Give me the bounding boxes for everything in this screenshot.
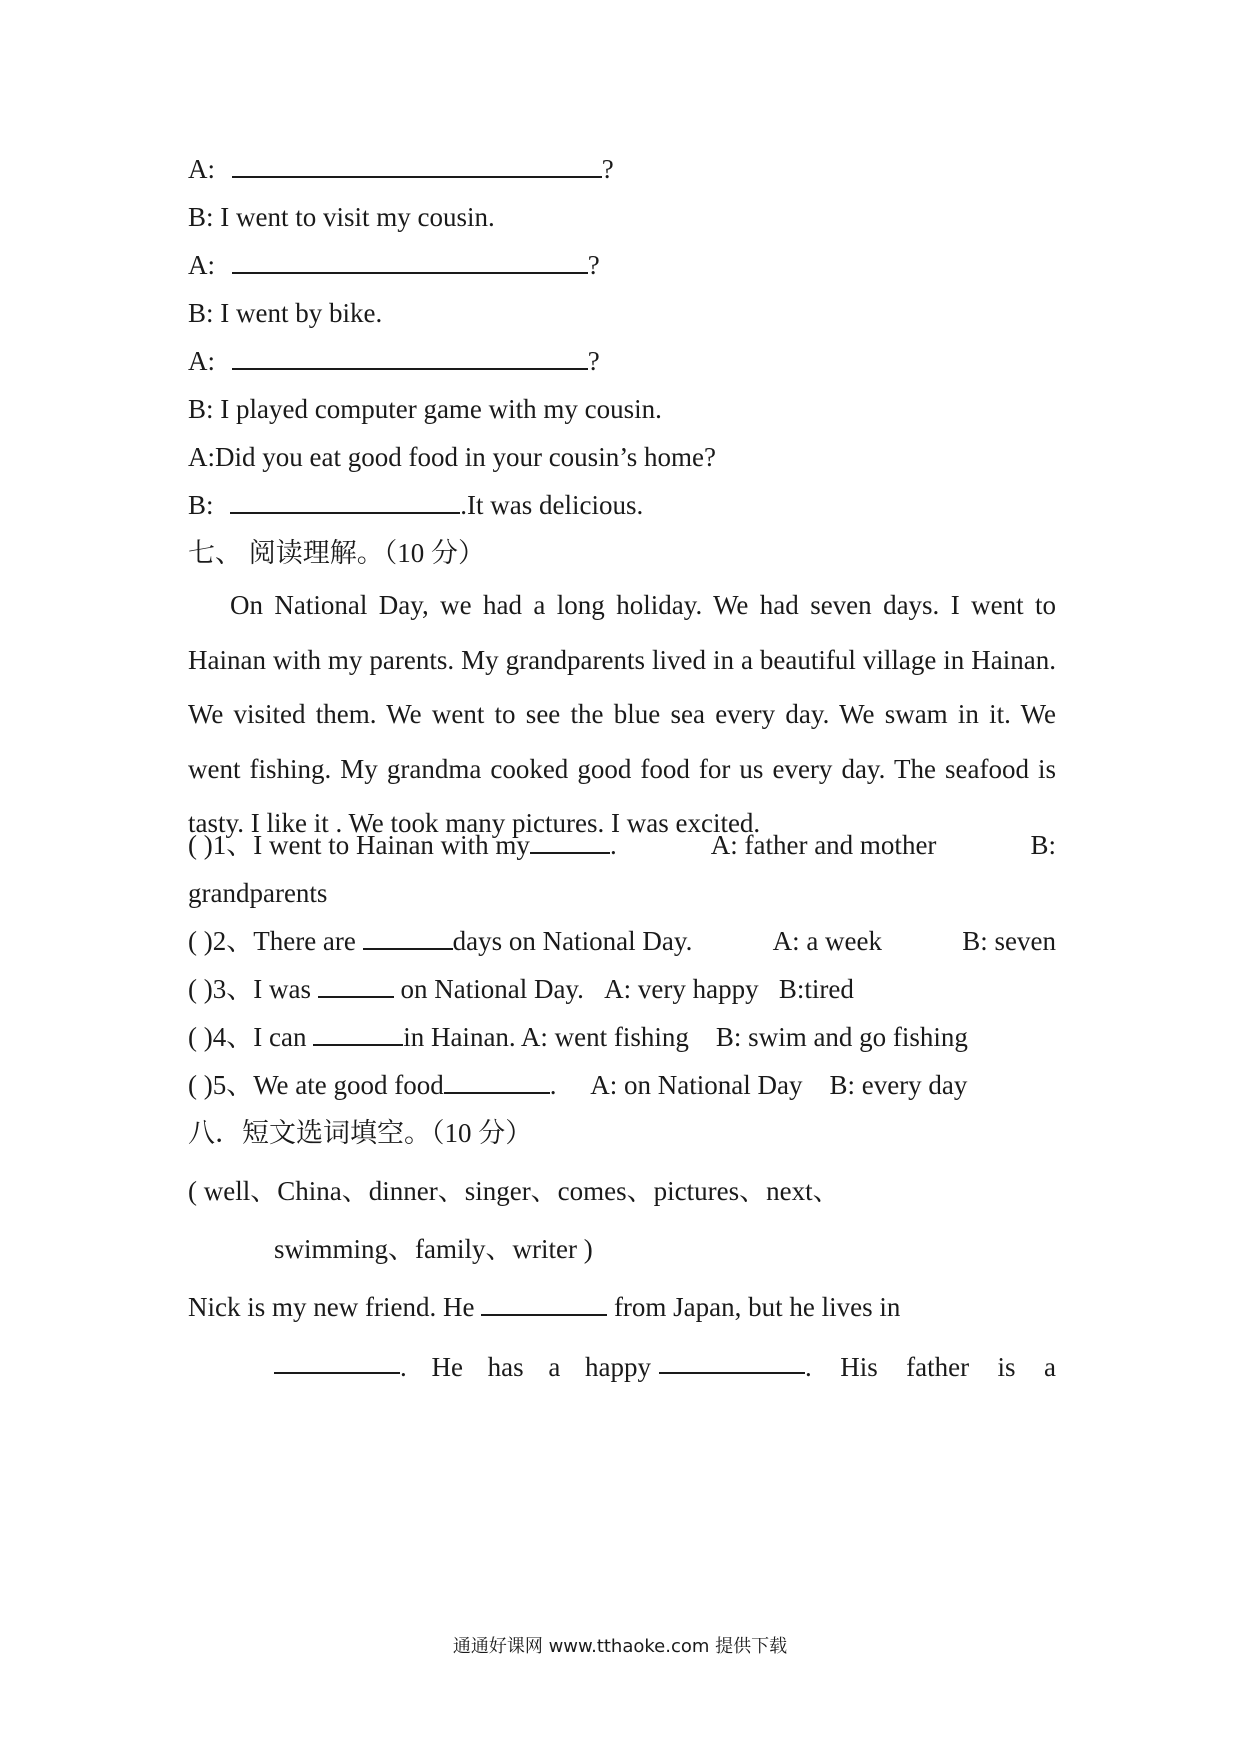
answer-blank[interactable] — [230, 490, 460, 514]
word-bank-line-2: swimming、family、writer ) — [274, 1234, 593, 1264]
dialogue-line-3: A: ? — [188, 250, 600, 280]
dialogue-line-5: A: ? — [188, 346, 600, 376]
dialogue-line-4: B: I went by bike. — [188, 298, 383, 328]
answer-blank[interactable] — [274, 1350, 400, 1374]
answer-blank[interactable] — [481, 1292, 607, 1316]
answer-blank[interactable] — [530, 830, 610, 854]
answer-blank[interactable] — [232, 250, 588, 274]
dialogue-line-1: A: ? — [188, 154, 614, 184]
answer-blank[interactable] — [659, 1350, 805, 1374]
dialogue-line-7: A:Did you eat good food in your cousin’s home? — [188, 442, 716, 472]
reading-passage: On National Day, we had a long holiday. We had seven days. I went to Hainan with my parents. My grandparents lived in a beautiful village in Hainan. We visited them. We went to see the blue sea every day. We swam in it. We went fishing. My grandma cooked good food for us every day. The seafood is tasty. I like it . We took many pictures. I was excited. — [188, 590, 1056, 838]
section-7-title: 七、 阅读理解。（10 分） — [188, 538, 485, 568]
answer-blank[interactable] — [363, 926, 453, 950]
section-8-title: 八．短文选词填空。（10 分） — [188, 1118, 533, 1148]
question-1: ( )1、I went to Hainan with my . A: father and mother B: — [188, 830, 1056, 860]
answer-blank[interactable] — [232, 346, 588, 370]
dialogue-line-6: B: I played computer game with my cousin. — [188, 394, 662, 424]
answer-blank[interactable] — [444, 1070, 550, 1094]
dialogue-line-2: B: I went to visit my cousin. — [188, 202, 495, 232]
word-bank-line-1: ( well、China、dinner、singer、comes、pictures、next、 — [188, 1176, 840, 1206]
question-3: ( )3、I was on National Day. A: very happy B:tired — [188, 974, 854, 1004]
question-4: ( )4、I can in Hainan. A: went fishing B: swim and go fishing — [188, 1022, 968, 1052]
answer-blank[interactable] — [232, 154, 602, 178]
fill-text-line-2: . He has a happy . His father is a — [274, 1350, 1056, 1384]
question-5: ( )5、We ate good food . A: on National Day B: every day — [188, 1070, 968, 1100]
question-1-continued: grandparents — [188, 878, 328, 908]
question-2: ( )2、There are days on National Day. A: a week B: seven — [188, 926, 1056, 956]
answer-blank[interactable] — [313, 1022, 403, 1046]
fill-text-line-1: Nick is my new friend. He from Japan, but he lives in — [188, 1292, 901, 1322]
dialogue-line-8: B: .It was delicious. — [188, 490, 644, 520]
answer-blank[interactable] — [318, 974, 394, 998]
footer-source: 通通好课网 www.tthaoke.com 提供下载 — [452, 1636, 788, 1657]
